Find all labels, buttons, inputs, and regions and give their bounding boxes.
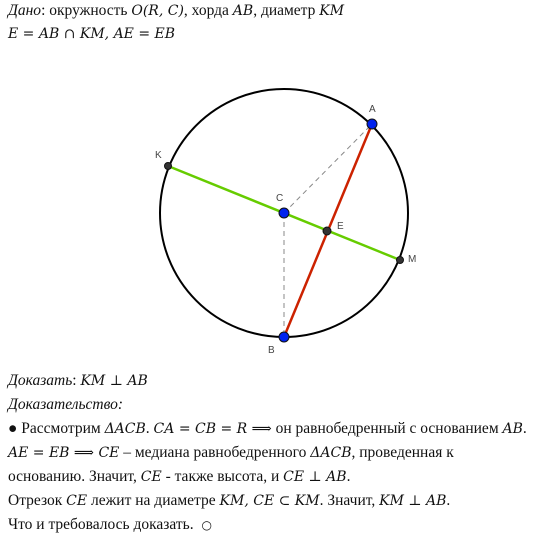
point-a	[367, 119, 377, 129]
point-k	[165, 163, 172, 170]
proof-line-2	[8, 444, 454, 462]
prove-colon: :	[72, 372, 81, 389]
equation: AE = EB ⟹ CE	[8, 445, 120, 461]
segment-ab: AB	[502, 421, 523, 437]
prove-line	[8, 372, 148, 390]
label-m: M	[408, 254, 417, 265]
equation: KM ⊥ AB	[379, 493, 447, 509]
given-text-1: : окружность	[41, 2, 132, 19]
proof-text: .	[446, 492, 451, 509]
given-text-2: , хорда	[183, 2, 233, 19]
label-k: K	[155, 150, 162, 161]
proof-text: .	[346, 468, 351, 485]
proof-text: Что и требовалось доказать.	[8, 516, 194, 533]
given-line-2: E = AB ∩ KM, AE = EB	[8, 26, 176, 42]
segment-ca-dashed	[284, 124, 372, 213]
label-e: E	[337, 221, 344, 232]
proof-text: .	[145, 420, 154, 437]
proof-line-5	[8, 516, 212, 534]
point-e	[323, 227, 331, 235]
proof-text: – медиана равнобедренного	[119, 444, 311, 461]
proof-text: основанию. Значит,	[8, 468, 141, 485]
proof-text: лежит на диаметре	[87, 492, 220, 509]
proof-line-4	[8, 492, 450, 510]
prove-statement: KM ⊥ AB	[80, 373, 148, 389]
given-label: Дано	[8, 2, 42, 19]
triangle-acb: ΔACB	[104, 421, 146, 437]
point-b	[279, 332, 289, 342]
prove-label: Доказать	[8, 372, 73, 389]
label-c: C	[276, 193, 284, 204]
proof-line-3	[8, 468, 350, 486]
equation: CA = CB = R ⟹	[153, 421, 272, 437]
segment-ce: CE	[140, 469, 162, 485]
equation: CE ⊥ AB	[283, 469, 347, 485]
point-m	[397, 257, 404, 264]
proof-text: он равнобедренный с основанием	[271, 420, 503, 437]
proof-label: Доказательство:	[8, 396, 124, 413]
proof-line-1	[8, 420, 527, 438]
qed-icon: ○	[201, 518, 212, 532]
proof-text: . Значит,	[319, 492, 380, 509]
bullet: ●	[8, 420, 18, 437]
given-chord: AB	[232, 3, 254, 19]
proof-text: Отрезок	[8, 492, 67, 509]
proof-text: , проведенная к	[351, 444, 454, 461]
equation: KM, CE ⊂ KM	[219, 493, 320, 509]
segment-ce: CE	[66, 493, 88, 509]
point-c	[279, 208, 289, 218]
proof-text: - также высота, и	[161, 468, 284, 485]
given-diameter: KM	[319, 3, 345, 19]
label-a: A	[369, 104, 376, 115]
given-text-3: , диаметр	[253, 2, 320, 19]
proof-text: .	[522, 420, 527, 437]
triangle-acb: ΔACB	[310, 445, 352, 461]
label-b: B	[268, 345, 275, 356]
given-circle: O(R, C)	[131, 3, 184, 19]
proof-text: Рассмотрим	[17, 420, 105, 437]
